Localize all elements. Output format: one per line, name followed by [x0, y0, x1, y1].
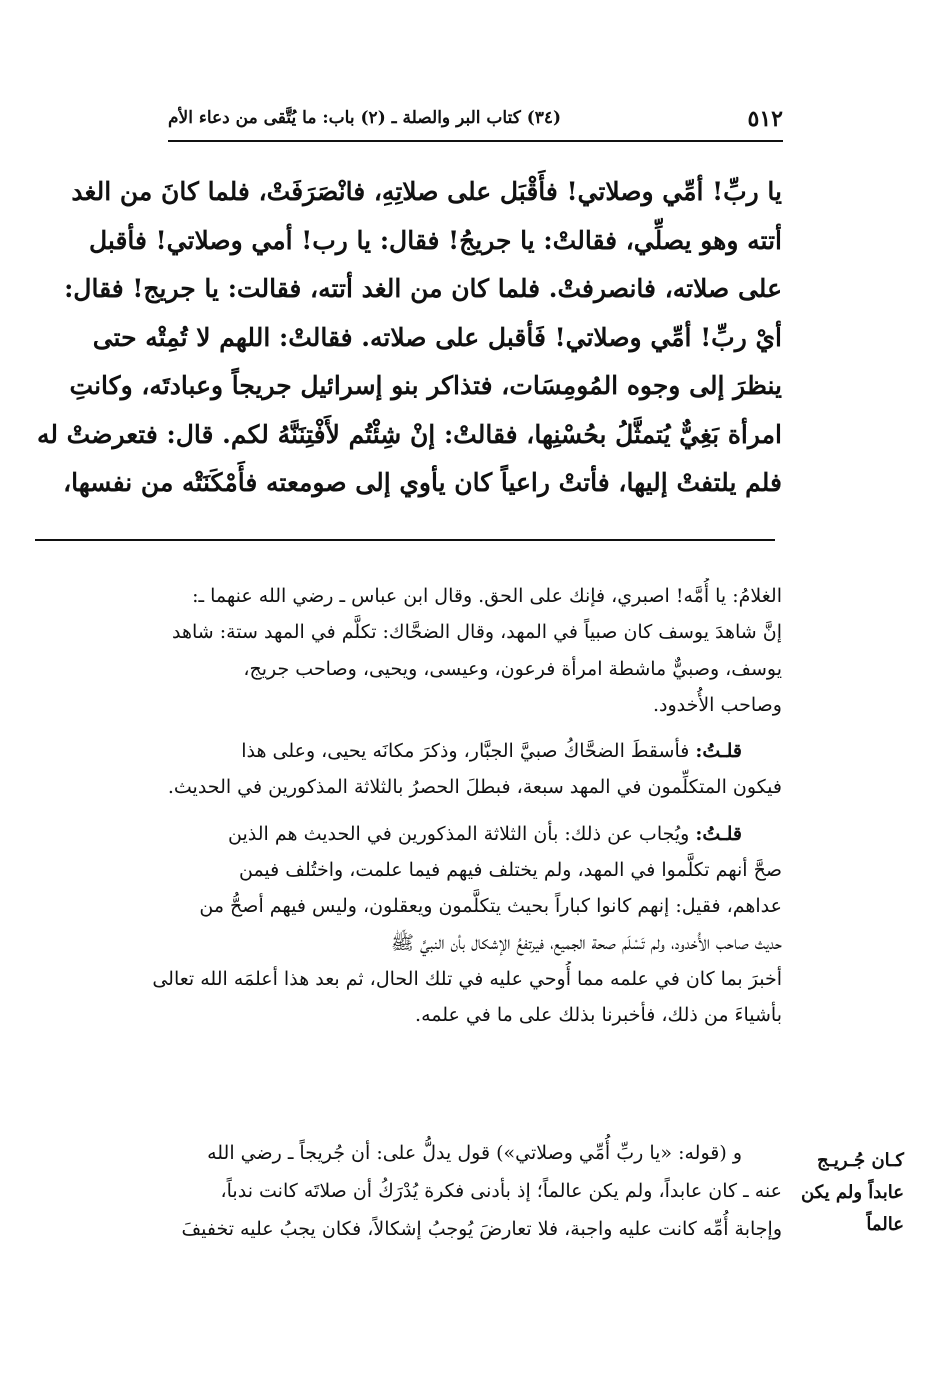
- hadith-line: أتته وهو يصلِّي، فقالتْ: يا جريجُ! فقال: يا رب! أمي وصلاتي! فأقبل: [88, 225, 782, 255]
- commentary-paragraph: [30, 578, 782, 723]
- commentary-line: وصاحب الأُخدود.: [652, 693, 782, 716]
- hadith-line: امرأة بَغِيٌّ يُتمثَّلُ بحُسْنِها، فقالتْ: إنْ شِئْتُم لأَفْتِنَنَّهُ لكم. قال: فتعرضتْ له: [36, 419, 782, 449]
- commentary-line: عداهم، فقيل: إنهم كانوا كباراً بحيث يتكلَّمون ويعقلون، وليس فيهم أصحُّ من: [199, 895, 782, 918]
- commentary-line: وإجابة أُمِّه كانت عليه واجبة، فلا تعارضَ يُوجبُ إشكالاً، فكان يجبُ عليه تخفيفَ: [181, 1218, 782, 1240]
- section-divider: [35, 539, 775, 541]
- commentary-line: يوسف، وصبيٌّ ماشطة امرأة فرعون، وعيسى، ويحيى، وصاحب جريج،: [243, 657, 782, 680]
- hadith-line: على صلاته، فانصرفتْ. فلما كان من الغد أتته، فقالت: يا جريج! فقال:: [64, 274, 782, 303]
- commentary-line: [30, 816, 782, 852]
- qultu-lead: قلـتُ:: [695, 822, 742, 845]
- commentary-line: حديث صاحب الأُخدود، ولم تَسْلَم صحة الجميع، فيرتفعُ الإشكال بأن النبيَّ ﷺ: [390, 931, 782, 954]
- hadith-line: يا ربِّ! أمِّي وصلاتي! فأَقْبَل على صلاتِهِ، فانْصَرَفَتْ، فلما كانَ من الغد: [71, 177, 782, 206]
- commentary: [30, 578, 782, 1044]
- hadith-line: أيْ ربِّ! أمِّي وصلاتي! فَأقبل على صلاته. فقالتْ: اللهم لا تُمِتْه حتى: [92, 322, 782, 352]
- final-commentary: [30, 1134, 782, 1248]
- hadith-line: ينظرَ إلى وجوه المُومِسَات، فتذاكر بنو إسرائيل جريجاً وعبادتَه، وكانتِ: [69, 371, 782, 400]
- hadith-line: فلم يلتفتْ إليها، فأتتْ راعياً كان يأوي إلى صومعته فأَمْكَنَتْه من نفسها،: [63, 468, 782, 497]
- commentary-line: بأشياءَ من ذلك، فأخبرنا بذلك على ما في علمه.: [415, 1004, 782, 1027]
- page-number: ٥١٢: [747, 106, 783, 132]
- commentary-line: إنَّ شاهدَ يوسف كان صبياً في المهد، وقال الضحَّاك: تكلَّم في المهد ستة: شاهد: [171, 621, 782, 644]
- commentary-line: صحَّ أنهم تكلَّموا في المهد، ولم يختلف فيهم فيما علمت، واختُلف فيمن: [238, 859, 782, 882]
- running-title: (٣٤) كتاب البر والصلة ـ (٢) باب: ما يُتَّقى من دعاء الأم: [168, 108, 562, 128]
- marginal-heading: كـان جُـريـج عابداً ولم يكن عالماً: [800, 1150, 904, 1235]
- commentary-paragraph: [30, 733, 782, 806]
- page-header: [168, 100, 783, 140]
- commentary-line: و (قوله: «يا ربِّ أُمِّي وصلاتي») قول يدلُّ على: أن جُريجاً ـ رضي الله: [207, 1142, 742, 1164]
- commentary-text: ويُجاب عن ذلك: بأن الثلاثة المذكورين في الحديث هم الذين: [228, 822, 690, 845]
- commentary-line: أخبرَ بما كان في علمه مما أُوحي عليه في تلك الحال، ثم بعد هذا أعلمَه الله تعالى: [152, 967, 782, 990]
- qultu-lead: قلـتُ:: [695, 740, 742, 763]
- commentary-line: فيكون المتكلِّمون في المهد سبعة، فبطلَ الحصرُ بالثلاثة المذكورين في الحديث.: [167, 776, 782, 799]
- hadith-text: [30, 168, 782, 508]
- header-rule: [168, 140, 783, 142]
- commentary-paragraph: [30, 816, 782, 1034]
- commentary-line: الغلامُ: يا أُمَّه! اصبري، فإنك على الحق. وقال ابن عباس ـ رضي الله عنهما ـ:: [192, 585, 782, 607]
- commentary-line: [30, 733, 782, 769]
- commentary-line: عنه ـ كان عابداً، ولم يكن عالماً؛ إذ بأدنى فكرة يُدْرَكُ أن صلاتَه كانت ندباً،: [220, 1180, 782, 1202]
- commentary-text: فأسقطَ الضحَّاكُ صبيَّ الجبَّار، وذكرَ مكانَه يحيى، وعلى هذا: [241, 740, 690, 763]
